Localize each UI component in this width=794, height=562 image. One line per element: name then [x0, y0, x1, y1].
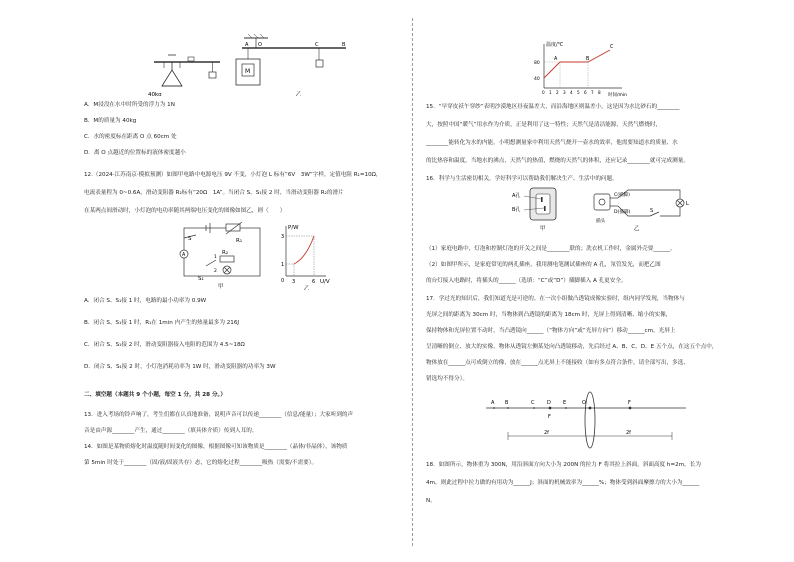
temp-point-b: B: [586, 57, 590, 62]
mass-label: 40kg: [148, 92, 162, 96]
lens-point-e: E: [563, 400, 567, 406]
column-divider: [412, 18, 413, 546]
lens-point-c: C: [531, 400, 535, 406]
temp-tick-x-7: 7: [591, 90, 594, 95]
q17-line6: 错选均不得分）。: [426, 376, 468, 382]
lens-point-a: A: [491, 400, 495, 406]
q17-line1: 17．学过光的知识后，我们知道光是可逆的。在一次小组做凸透镜成像实验时，组内同学发现，当物体与: [426, 296, 685, 302]
plug-c-label: C(插脚): [614, 193, 630, 198]
lens-2f-right: 2f: [626, 430, 631, 436]
q15-line2: 大，按照中国“暖气”用水作为介质，正是利用了这一特性；天然气是清洁能源，天然气燃烧时，: [426, 122, 662, 128]
circuit-r2: R₂: [222, 250, 229, 256]
plug-d-label: D(插脚): [614, 210, 631, 215]
section-fill-in-title: 二、填空题（本题共 9 个小题，每空 1 分，共 28 分。）: [84, 392, 226, 398]
q17-line4: 呈清晰的倒立、放大的实像。物体从透镜左侧某处向凸透镜移动，先后经过 A、B、C、D、E 五个点，在这五个点中，: [426, 344, 718, 350]
lens-diagram: [486, 390, 686, 452]
lens-point-b: B: [505, 400, 509, 406]
plug-lamp-figure: [594, 190, 684, 216]
temp-tick-x-8: 8: [598, 90, 601, 95]
temp-tick-x-2: 2: [556, 90, 559, 95]
point-a: A: [245, 42, 249, 48]
point-b: B: [342, 42, 346, 48]
q11-option-a: A．M浸没在水中时所受的浮力为 1N: [84, 102, 175, 108]
temp-tick-x-0: 0: [542, 90, 545, 95]
point-c: C: [315, 42, 319, 48]
q12-stem-line3: 在某两点间滑动时，小灯泡的电功率随其两端电压变化的图像如图乙，则（ ）: [84, 208, 286, 214]
graph-xlabel: U/V: [320, 279, 330, 285]
q11-option-c: C．水的密度标在距离 O 点 60cm 处: [84, 134, 177, 140]
q13-line2: 音是由声源________产生，通过________（填具体介质）传到人耳的。: [84, 428, 258, 434]
circuit-s: S: [188, 236, 192, 242]
lens-point-d: D: [547, 400, 551, 406]
q17-line2: 光屏之间的距离为 30cm 时，当物体到凸透镜的距离为 18cm 时，光屏上得到清晰、缩小的实像，: [426, 312, 672, 318]
circuit-jia: 甲: [218, 284, 224, 290]
q12-stem-line1: 12.（2024·江苏南京·模拟预测）如图甲电路中电源电压 9V 不变，小灯泡 L 标有“6V 3W”字样，定值电阻 R₁=10Ω，: [84, 172, 382, 178]
temp-ylabel: 温度/℃: [546, 42, 564, 48]
q12-figure: [176, 222, 346, 290]
lens-focus-left: F: [548, 414, 551, 420]
q16-sub1: （1）家庭电路中，灯泡和控制灯泡的开关之间是________联的；洗衣机工作时，金属外壳要______。: [426, 246, 676, 252]
q11-option-d: D．离 O 点越近的位置标的液体密度越小: [84, 150, 186, 156]
temp-tick-x-4: 4: [570, 90, 573, 95]
temp-tick-x-1: 1: [549, 90, 552, 95]
lens-point-o: O: [582, 400, 586, 406]
q17-line5: 物体放在______点可成倒立的像，放在______点光屏上不能接收（如有多点符合条件，请全部写出，多选、: [426, 360, 689, 366]
q11-figure: [84, 34, 402, 96]
q13-line1: 13．进入考场的铃声响了，考生们都在认真地准备，说明声音可以传递________（信息/能量）；大家听到的声: [84, 412, 354, 418]
q16-stem: 16．科学与生活密切相关，学好科学可以帮助我们解决生产、生活中的问题。: [426, 176, 618, 182]
q17-line3: 保持物体和光屏位置不动时，当凸透镜向______（“物体方向”或“光屏方向”）移动______cm，光屏上: [426, 328, 676, 334]
circuit-n1: 1: [214, 255, 217, 260]
q18-line2: 4m，则此过程中拉力做的有用功为______J；斜面的机械效率为______%；物体受到斜面摩擦力的大小为______: [426, 480, 700, 486]
plug-label: 插头: [596, 219, 606, 224]
q16-figure: [510, 186, 710, 232]
q15-line1: 15．“早穿皮袄午穿纱”表明沙漠地区昼夜温差大，而沿海地区则温差小，这是因为水比砂石的________: [426, 104, 680, 110]
q16-sub2-line2: 的台灯接入电路时，将插头的______（选填：“C”或“D”）插脚插入 A 孔更安全。: [426, 278, 627, 284]
lamp-l-label: L: [686, 201, 689, 207]
circuit-ammeter: A: [182, 253, 186, 258]
temp-xlabel: 时间/min: [608, 93, 628, 98]
socket-jia-label: 甲: [540, 226, 546, 232]
q12-option-d: D．闭合 S、S₁接 2 时，小灯泡消耗功率为 1W 时，滑动变阻器的功率为 3W: [84, 364, 276, 370]
q15-line3: ________能转化为水的内能。小明想测量家中利用天然气烧开一壶水的效率，他需要知道水的质量、水: [426, 140, 678, 146]
lever-figure: [236, 34, 346, 96]
graph-y3: 3: [281, 234, 285, 240]
temp-tick-x-6: 6: [584, 90, 587, 95]
figure-yi-label: 乙: [296, 92, 302, 96]
q14-line1: 14．如图是某物质熔化时温度随时间变化的图像，根据图像可知该物质是________（晶体/非晶体），该物质: [84, 444, 348, 450]
box-m: M: [245, 68, 251, 75]
q14-line2: 第 5min 时处于________（固/液/固液共存）态，它的熔化过程________吸热（需要/不需要）。: [84, 460, 318, 466]
q12-option-b: B．闭合 S、S₁接 1 时，R₁在 1min 内产生的热量最多为 216J: [84, 320, 240, 326]
graph-yi: 乙: [304, 286, 310, 290]
melting-graph: [530, 38, 630, 98]
q12-option-c: C．闭合 S、S₁接 2 时，滑动变阻器接入电阻的范围为 4.5~18Ω: [84, 342, 245, 348]
q11-option-b: B．M的质量为 40kg: [84, 118, 137, 124]
socket-figure: [512, 188, 556, 232]
graph-origin: 0: [281, 278, 285, 284]
hole-a-label: A孔: [512, 193, 521, 199]
circuit-s1: S₁: [198, 276, 204, 282]
q12-option-a: A．闭合 S、S₁接 1 时，电路的最小功率为 0.9W: [84, 298, 207, 304]
circuit-yi-label: 乙: [634, 226, 640, 232]
temp-tick-x-3: 3: [563, 90, 566, 95]
circuit-diagram: [180, 222, 260, 276]
hole-b-label: B孔: [512, 207, 521, 213]
circuit-r1: R₁: [236, 238, 243, 244]
temp-tick-y-80: 80: [534, 61, 540, 66]
power-voltage-graph: [281, 225, 330, 290]
q18-line3: N。: [426, 498, 436, 504]
q15-line4: 的比热容和温度，当地水的沸点，天然气的热值，燃烧的天然气的体积，还应记录________就可完成测量。: [426, 158, 689, 164]
q18-line1: 18．如图所示，物体重为 300N，用沿斜面方向大小为 200N 的拉力 F 将其拉上斜面，斜面高度 h=2m，长为: [426, 462, 701, 468]
temp-point-c: C: [610, 45, 614, 50]
lens-focus-right: F: [628, 400, 631, 406]
graph-x6: 6: [312, 279, 316, 285]
circuit-n2: 2: [214, 269, 217, 274]
temp-tick-y-40: 40: [534, 77, 540, 82]
temp-tick-x-5: 5: [577, 90, 580, 95]
point-o: O: [258, 42, 262, 48]
switch-s-label: S: [650, 208, 654, 214]
graph-ylabel: P/W: [288, 225, 299, 231]
graph-y1: 1: [281, 262, 285, 268]
temp-point-a: A: [554, 57, 558, 62]
q16-sub2-line1: （2）如图甲所示，是家庭常见的两孔插座，我用测电笔测试插座的 A 孔，氖管发光，而把乙图: [426, 262, 661, 268]
lens-2f-left: 2f: [544, 430, 549, 436]
q12-stem-line2: 电流表量程为 0~0.6A，滑动变阻器 R₂标有“20Ω 1A”。当闭合 S、S₁接 2 时，当滑动变阻器 R₂的滑片: [84, 190, 344, 196]
graph-x3: 3: [292, 279, 296, 285]
balance-figure: [148, 55, 220, 96]
